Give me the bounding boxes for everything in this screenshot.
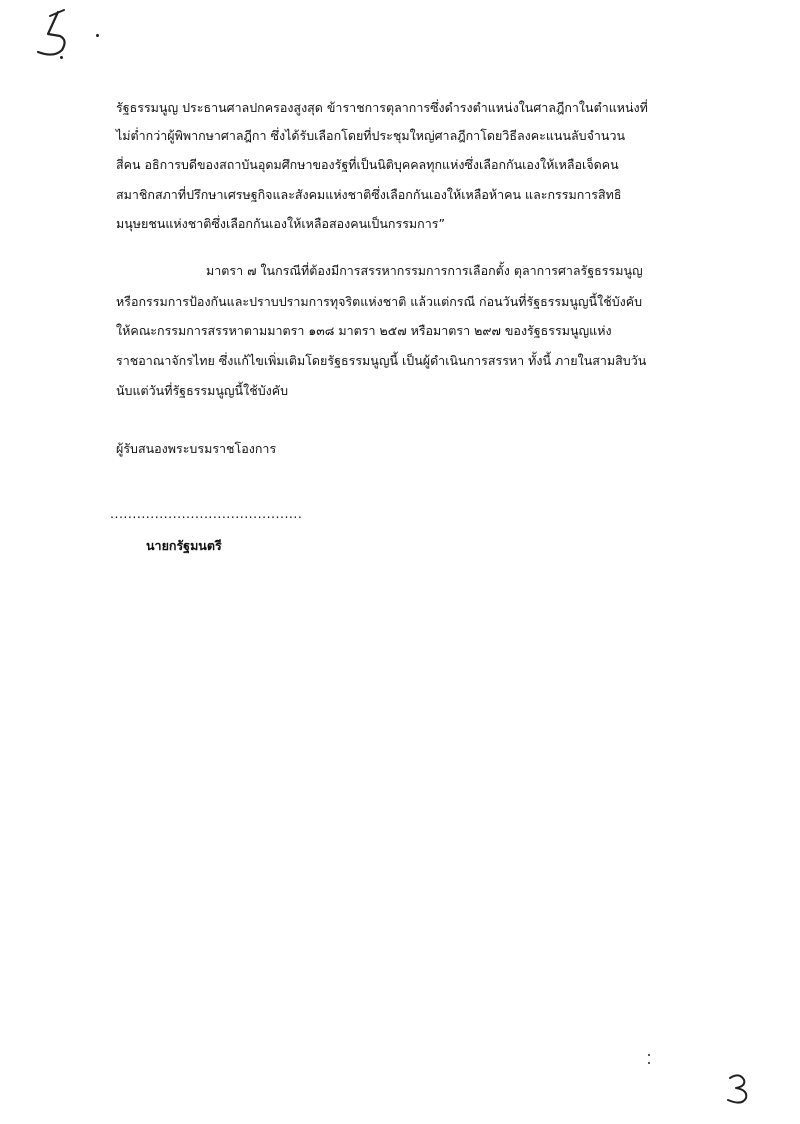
section-7-line-4: ราชอาณาจักรไทย ซึ่งแก้ไขเพิ่มเติมโดยรัฐธรรมนูญนี้ เป็นผู้ดำเนินการสรรหา ทั้งนี้ ภายในสามสิบวัน (116, 353, 647, 368)
signature-title: นายกรัฐมนตรี (146, 538, 222, 553)
handwritten-page-mark-icon (28, 6, 88, 66)
signature-line: ........................................... (110, 506, 303, 521)
section-7-line-5: นับแต่วันที่รัฐธรรมนูญนี้ใช้บังคับ (116, 383, 289, 398)
speck-mark (60, 56, 63, 59)
paragraph-1-line-5: มนุษยชนแห่งชาติซึ่งเลือกกันเองให้เหลือสองคนเป็นกรรมการ” (116, 216, 445, 231)
paragraph-1-line-2: ไม่ต่ำกว่าผู้พิพากษาศาลฎีกา ซึ่งได้รับเลือกโดยที่ประชุมใหญ่ศาลฎีกาโดยวิธีลงคะแนนลับจำนวน (116, 128, 626, 143)
section-7-line-1: มาตรา ๗ ในกรณีที่ต้องมีการสรรหากรรมการการเลือกตั้ง ตุลาการศาลรัฐธรรมนูญ (206, 263, 643, 278)
handwritten-page-number-icon (724, 1072, 754, 1106)
paragraph-1-line-1: รัฐธรรมนูญ ประธานศาลปกครองสูงสุด ข้าราชการตุลาการซึ่งดำรงตำแหน่งในศาลฎีกาในตำแหน่งที่ (116, 100, 648, 115)
paragraph-1-line-4: สมาชิกสภาที่ปรึกษาเศรษฐกิจและสังคมแห่งชาติซึ่งเลือกกันเองให้เหลือห้าคน และกรรมการสิทธิ (116, 187, 622, 202)
countersign-label: ผู้รับสนองพระบรมราชโองการ (116, 441, 277, 456)
speck-mark (648, 1062, 650, 1064)
paragraph-1-line-3: สี่คน อธิการบดีของสถาบันอุดมศึกษาของรัฐที่เป็นนิติบุคคลทุกแห่งซึ่งเลือกกันเองให้เหลือเจ็ดคน (116, 157, 619, 172)
speck-mark (96, 34, 99, 37)
speck-mark (648, 1054, 650, 1056)
section-7-line-3: ให้คณะกรรมการสรรหาตามมาตรา ๑๓๘ มาตรา ๒๕๗ หรือมาตรา ๒๙๗ ของรัฐธรรมนูญแห่ง (116, 323, 612, 338)
section-7-line-2: หรือกรรมการป้องกันและปราบปรามการทุจริตแห่งชาติ แล้วแต่กรณี ก่อนวันที่รัฐธรรมนูญนี้ใช้บังคับ (116, 294, 643, 309)
